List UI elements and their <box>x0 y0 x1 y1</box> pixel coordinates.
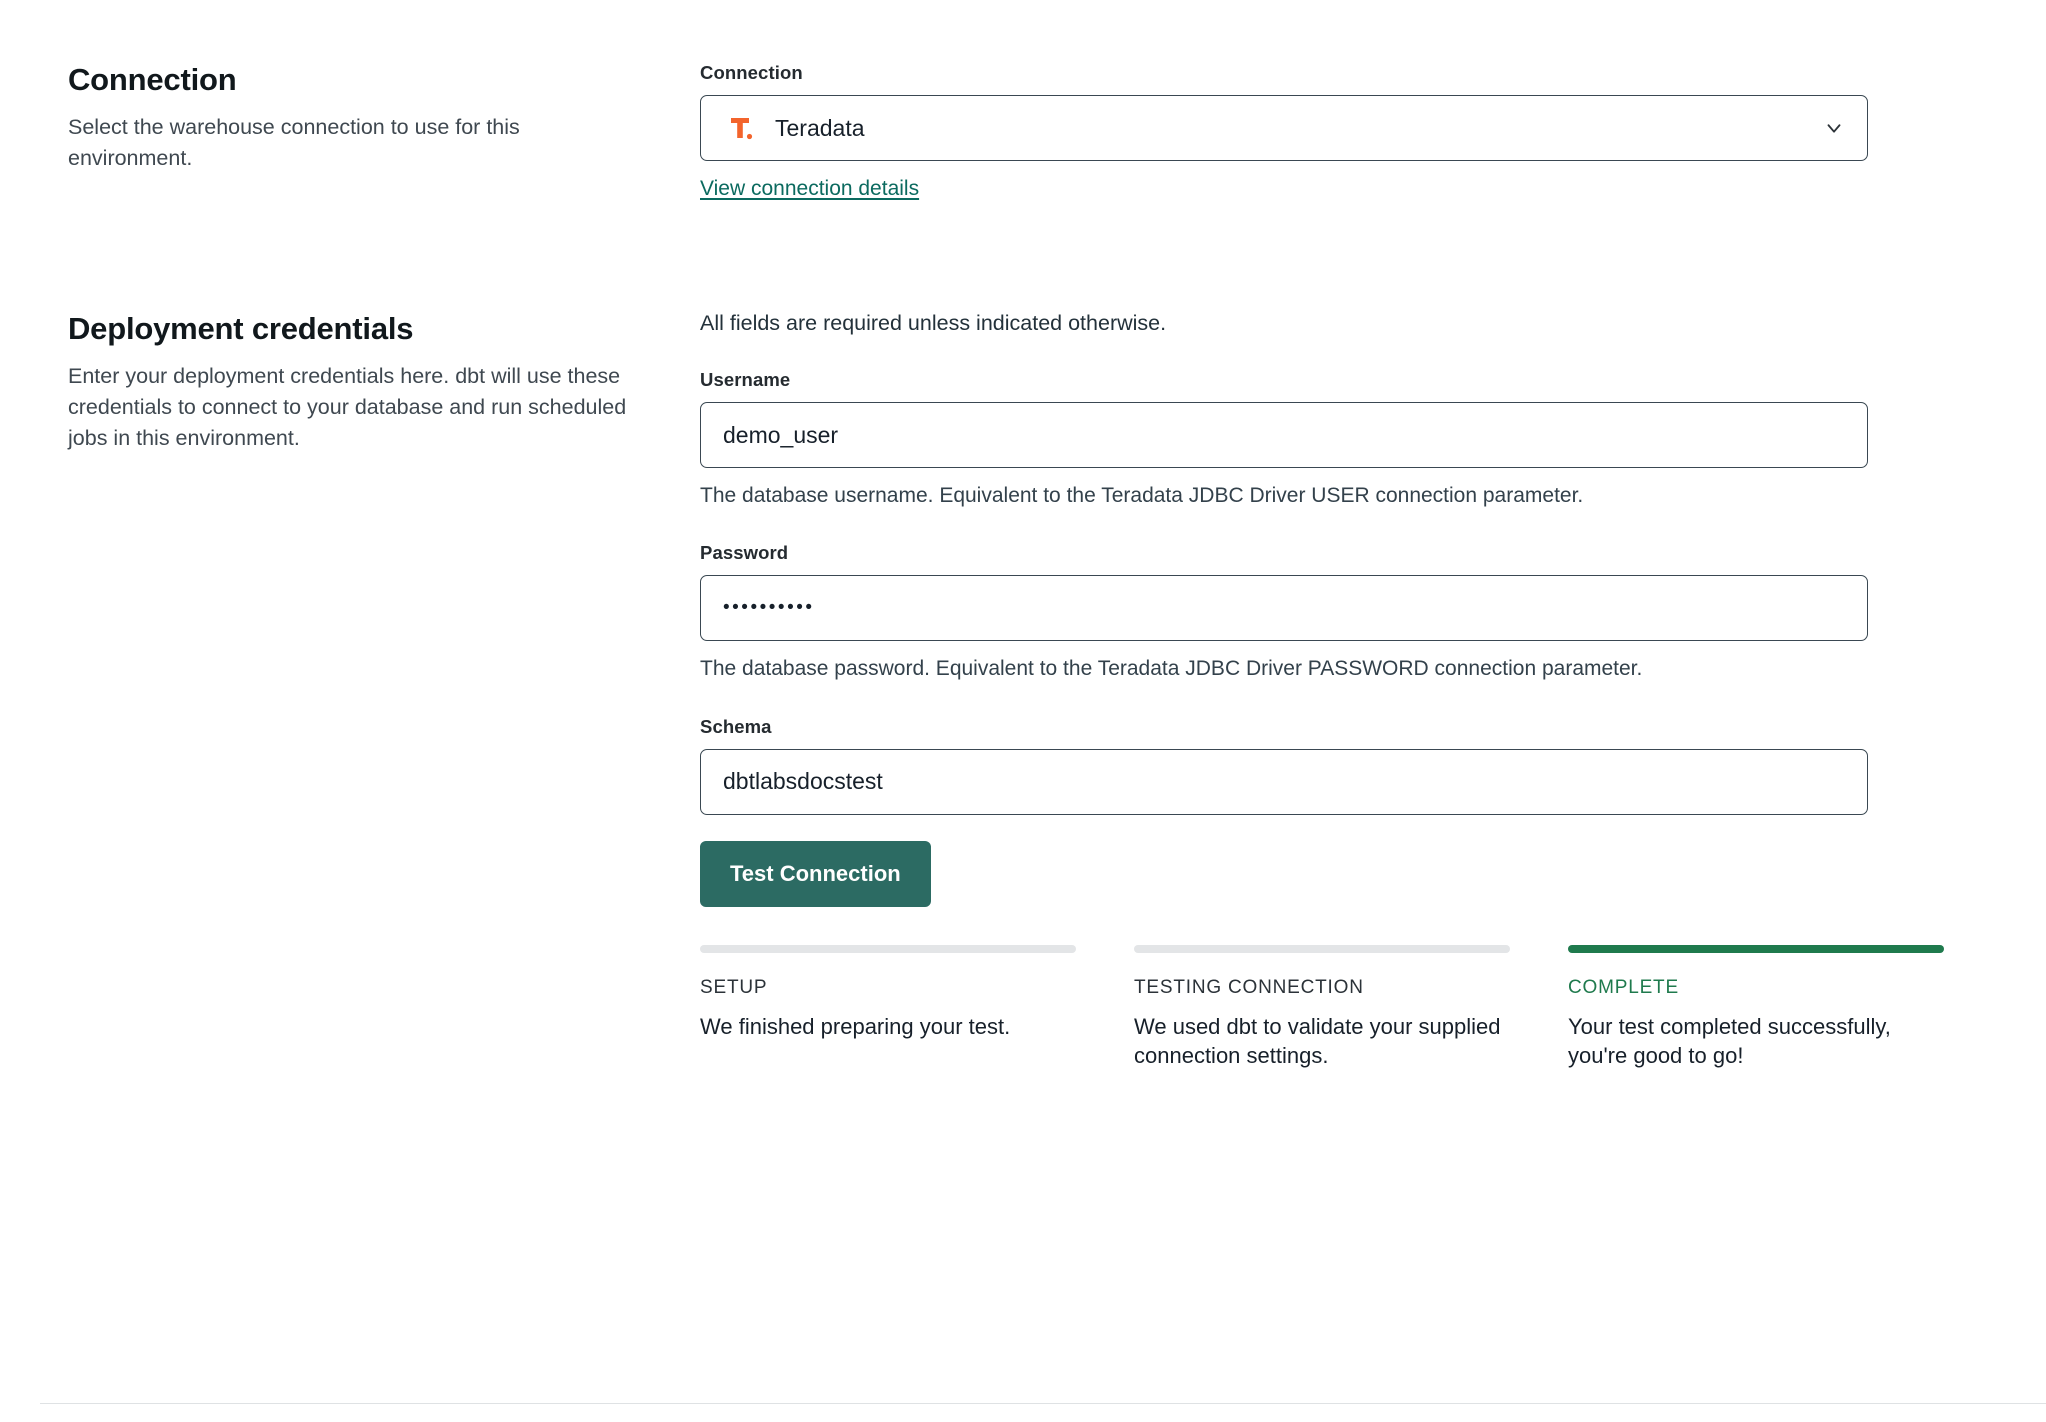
username-label: Username <box>700 369 791 390</box>
credentials-section-form-column <box>700 311 2046 1071</box>
progress-step-setup-title: SETUP <box>700 976 768 998</box>
bottom-divider <box>40 1403 2046 1404</box>
progress-step-testing-text: We used dbt to validate your supplied connection settings. <box>1134 1013 1501 1069</box>
schema-input[interactable] <box>700 749 1868 815</box>
password-field-block <box>700 542 1976 683</box>
progress-step-testing <box>1134 945 1510 1071</box>
progress-step-setup-bar <box>700 945 1076 953</box>
progress-step-complete-bar <box>1568 945 1944 953</box>
connection-test-progress <box>700 945 1950 1071</box>
username-helper-text: The database username. Equivalent to the Teradata JDBC Driver USER connection parameter. <box>700 484 1584 507</box>
schema-input-value: dbtlabsdocstest <box>723 768 883 795</box>
progress-step-complete <box>1568 945 1944 1071</box>
username-input-value: demo_user <box>723 421 839 448</box>
schema-label: Schema <box>700 715 772 737</box>
view-connection-details-link[interactable]: View connection details <box>700 177 920 200</box>
progress-step-testing-title: TESTING CONNECTION <box>1134 976 1364 998</box>
required-fields-note: All fields are required unless indicated otherwise. <box>700 311 1167 335</box>
connection-field-label: Connection <box>700 62 803 83</box>
teradata-logo-icon <box>723 111 757 145</box>
schema-field-block <box>700 716 1976 815</box>
progress-step-complete-text: Your test completed successfully, you're good to go! <box>1568 1013 1891 1069</box>
connection-section-description: Select the warehouse connection to use for this environment. <box>68 115 520 171</box>
username-input[interactable] <box>700 402 1868 468</box>
connection-select-value: Teradata <box>775 114 865 141</box>
password-label: Password <box>700 542 789 564</box>
connection-section-form-column <box>700 62 2046 201</box>
progress-step-setup-text: We finished preparing your test. <box>700 1013 1011 1039</box>
test-connection-button[interactable]: Test Connection <box>700 841 931 907</box>
connection-select[interactable] <box>700 95 1868 161</box>
password-input[interactable] <box>700 575 1868 641</box>
chevron-down-icon[interactable] <box>1823 117 1845 139</box>
deployment-credentials-section <box>0 201 2046 1071</box>
progress-step-setup <box>700 945 1076 1071</box>
username-field-block <box>700 369 1976 510</box>
progress-step-testing-bar <box>1134 945 1510 953</box>
connection-section <box>0 0 2046 201</box>
credentials-section-description: Enter your deployment credentials here. dbt will use these credentials to connect to your database and run scheduled jobs in this environment. <box>68 364 627 451</box>
credentials-section-description-column <box>0 311 700 455</box>
progress-step-complete-title: COMPLETE <box>1568 976 1679 998</box>
credentials-section-title: Deployment credentials <box>68 311 414 346</box>
connection-section-description-column <box>0 62 700 174</box>
password-input-value: •••••••••• <box>723 597 815 619</box>
password-helper-text: The database password. Equivalent to the Teradata JDBC Driver PASSWORD connection parameter. <box>700 657 1643 681</box>
connection-section-title: Connection <box>68 62 237 97</box>
